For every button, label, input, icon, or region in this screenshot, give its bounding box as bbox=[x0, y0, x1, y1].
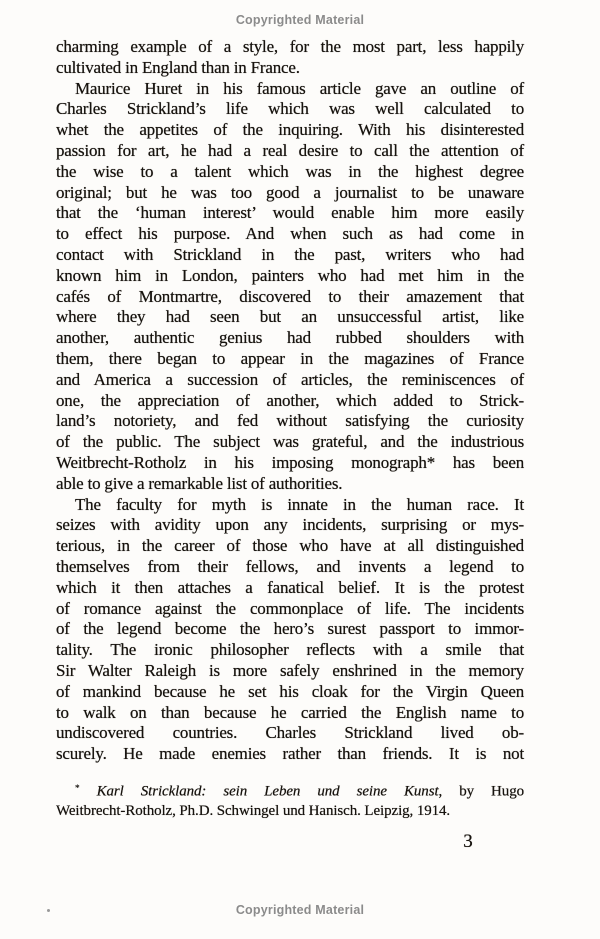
text-line: which it then attaches a fanatical belief. It is the protest bbox=[56, 577, 524, 597]
text-line: of mankind because he set his cloak for the Virgin Queen bbox=[56, 681, 524, 701]
text-line: and America a succession of articles, the reminiscences of bbox=[56, 369, 524, 389]
copyright-banner-bottom: Copyrighted Material bbox=[235, 903, 365, 917]
paragraph bbox=[56, 495, 524, 765]
text-line: Charles Strickland’s life which was well calculated to bbox=[56, 99, 524, 119]
text-line: undiscovered countries. Charles Strickland lived ob- bbox=[56, 723, 524, 743]
text-line: where they had seen but an unsuccessful artist, like bbox=[56, 307, 524, 327]
text-line: another, authentic genius had rubbed shoulders with bbox=[56, 328, 524, 348]
text-line: to walk on than because he carried the English name to bbox=[56, 702, 524, 722]
text-line: charming example of a style, for the most part, less happily bbox=[56, 37, 524, 56]
text-line: of the public. The subject was grateful, and the industrious bbox=[56, 432, 524, 452]
text-line: land’s notoriety, and fed without satisfying the curiosity bbox=[56, 411, 524, 431]
text-line: tality. The ironic philosopher reflects with a smile that bbox=[56, 640, 524, 660]
text-line: whet the appetites of the inquiring. With his disinterested bbox=[56, 120, 524, 140]
footnote-line bbox=[56, 780, 524, 802]
text-line: Maurice Huret in his famous article gave an outline of bbox=[75, 78, 524, 98]
text-line: passion for art, he had a real desire to call the attention of bbox=[56, 140, 524, 160]
text-line: cafés of Montmartre, discovered to their amazement that bbox=[56, 286, 524, 306]
text-line: original; but he was too good a journalist to be unaware bbox=[56, 182, 524, 202]
text-line: The faculty for myth is innate in the human race. It bbox=[75, 494, 524, 514]
footnote bbox=[56, 780, 524, 822]
footnote-marker: * bbox=[75, 784, 80, 794]
text-line: of romance against the commonplace of life. The incidents bbox=[56, 598, 524, 618]
text-line: scurely. He made enemies rather than friends. It is not bbox=[56, 744, 524, 764]
text-line: known him in London, painters who had met him in the bbox=[56, 265, 524, 285]
footnote-line bbox=[56, 802, 524, 822]
text-line: to effect his purpose. And when such as had come in bbox=[56, 224, 524, 244]
footnote-text: Karl Strickland: sein Leben und seine Kunst bbox=[79, 783, 439, 800]
text-line: terious, in the career of those who have at all distinguished bbox=[56, 536, 524, 556]
paragraph bbox=[56, 37, 524, 79]
text-line: the wise to a talent which was in the highest degree bbox=[56, 161, 524, 181]
text-line: Weitbrecht-Rotholz in his imposing monograph* has been bbox=[56, 452, 524, 472]
text-line: one, the appreciation of another, which added to Strick- bbox=[56, 390, 524, 410]
text-line: contact with Strickland in the past, writers who had bbox=[56, 244, 524, 264]
text-line: Sir Walter Raleigh is more safely enshrined in the memory bbox=[56, 660, 524, 680]
text-line: cultivated in England than in France. bbox=[56, 57, 300, 77]
text-line: that the ‘human interest’ would enable him more easily bbox=[56, 203, 524, 223]
page-number: 3 bbox=[463, 831, 473, 852]
footnote-text: , by Hugo bbox=[438, 783, 524, 800]
text-line: of the legend become the hero’s surest passport to immor- bbox=[56, 619, 524, 639]
body-text bbox=[56, 37, 524, 765]
footnote-text: Weitbrecht-Rotholz, Ph.D. Schwingel und Hanisch. Leipzig, 1914. bbox=[56, 803, 451, 820]
text-line: seizes with avidity upon any incidents, surprising or mys- bbox=[56, 515, 524, 535]
copyright-banner-top: Copyrighted Material bbox=[235, 13, 365, 27]
paragraph bbox=[56, 79, 524, 495]
text-line: able to give a remarkable list of authorities. bbox=[56, 473, 343, 493]
text-line: them, there began to appear in the magazines of France bbox=[56, 348, 524, 368]
text-line: themselves from their fellows, and invents a legend to bbox=[56, 556, 524, 576]
